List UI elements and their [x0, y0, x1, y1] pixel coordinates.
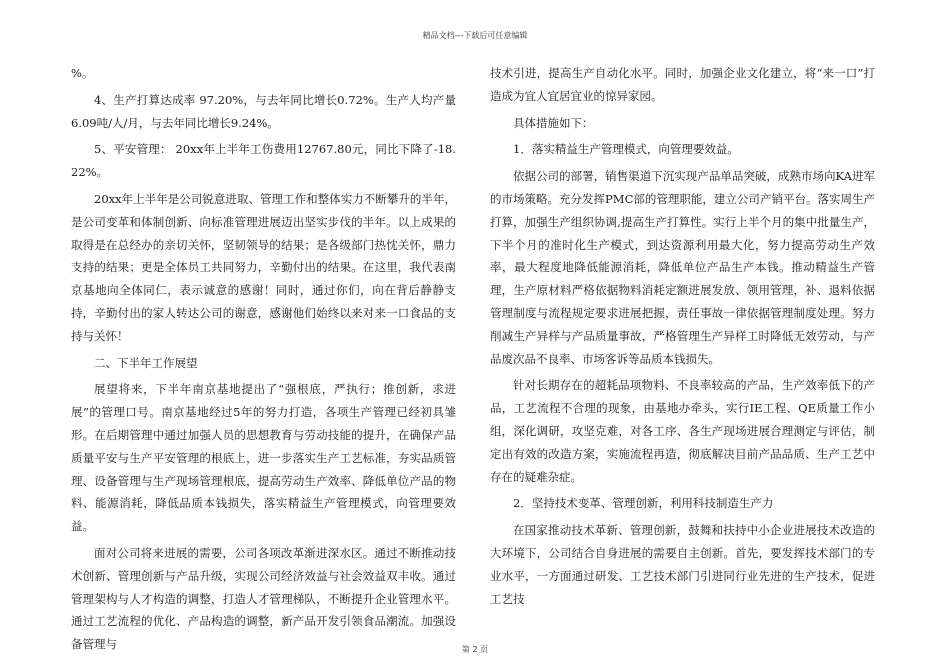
- page-number: 第 2 页: [461, 645, 489, 654]
- paragraph: 依据公司的部署，销售渠道下沉实现产品单品突破，成熟市场向KA进军的市场策略。充分发挥PMC部的管理职能，建立公司产销平台。落实周生产打算，加强生产组织协调,提高生产打算性。实行上半个月的集中批量生产，下半个月的准时化生产模式，到达资源利用最大化，努力提高劳动生产效率，最大程度地降低能源消耗，降低单位产品生产本钱。推动精益生产管理，生产原材料严格依据物料消耗定额进展发放、领用管理，补、退料依据管理制度与流程规定要求进展把握，责任事故一律依据管理制度处理。努力削减生产异样与产品质量事故，严格管理生产异样工时降低无效劳动，与产品废次品不良率、市场客诉等品质本钱损失。: [490, 169, 875, 366]
- left-column: [71, 62, 456, 656]
- paragraph: 4、生产打算达成率 97.20%，与去年同比增长0.72%。生产人均产量6.09吨/人/月，与去年同比增长9.24%。: [71, 92, 456, 130]
- paragraph: 具体措施如下：: [513, 115, 594, 130]
- paragraph: 针对长期存在的超耗品项物料、不良率较高的产品，生产效率低下的产品，工艺流程不合理的现象，由基地办牵头，实行IE工程、QE质量工作小组，深化调研，攻坚克难，对各工序、各生产现场进展合理测定与评估，制定出有效的改造方案，实施流程再造，彻底解决目前产品品质、生产工艺中存在的疑难杂症。: [490, 378, 875, 484]
- paragraph: 5、平安管理： 20xx年上半年工伤费用12767.80元，同比下降了-18.22%。: [71, 142, 456, 180]
- paragraph: %。: [71, 66, 94, 80]
- subsection-heading: 2．坚持技术变革、管理创新，利用科技制造生产力: [513, 496, 774, 511]
- paragraph: 在国家推动技术革新、管理创新，鼓舞和扶持中小企业进展技术改造的大环境下，公司结合自身进展的需要自主创新。首先，要发挥技术部门的专业水平，一方面通过研发、工艺技术部门引进同行业先进的生产技术，促进工艺技: [490, 523, 875, 606]
- paragraph: 20xx年上半年是公司锐意进取、管理工作和整体实力不断攀升的半年，是公司变革和体制创新、向标准管理进展迈出坚实步伐的半年。以上成果的取得是在总经办的亲切关怀，坚韧领导的结果；是各级部门热忱关怀，鼎力支持的结果；更是全体员工共同努力，辛勤付出的结果。在这里，我代表南京基地向全体同仁，表示诚意的感谢！同时，通过你们，向在背后静静支持，辛勤付出的家人转达公司的谢意，感谢他们始终以来对来一口食品的支持与关怀！: [71, 191, 456, 343]
- paragraph: 技术引进，提高生产自动化水平。同时，加强企业文化建立，将“来一口”打造成为宜人宜居宜业的惊异家园。: [490, 66, 875, 103]
- paragraph: 展望将来，下半年南京基地提出了“强根底，严执行；推创新，求进展”的管理口号。南京基地经过5年的努力打造，各项生产管理已经初具雏形。在后期管理中通过加强人员的思想教育与劳动技能的提升，在确保产品质量平安与生产平安管理的根底上，进一步落实生产工艺标准，夯实品质管理、设备管理与生产现场管理根底，提高劳动生产效率、降低单位产品的物料、能源消耗，降低品质本钱损失，落实精益生产管理模式，向管理要效益。: [71, 382, 456, 534]
- subsection-heading: 1．落实精益生产管理模式，向管理要效益。: [513, 142, 739, 157]
- page-header: 精品文档---下载后可任意编辑: [422, 31, 528, 40]
- right-column: [490, 62, 875, 610]
- paragraph: 面对公司将来进展的需要，公司各项改革渐进深水区。通过不断推动技术创新、管理创新与产品升级，实现公司经济效益与社会效益双丰收。通过管理架构与人才构造的调整，打造人才管理梯队，不断提升企业管理水平。通过工艺流程的优化、产品构造的调整，新产品开发引领食品潮流。加强设备管理与: [71, 545, 456, 652]
- section-heading: 二、下半年工作展望: [94, 355, 198, 370]
